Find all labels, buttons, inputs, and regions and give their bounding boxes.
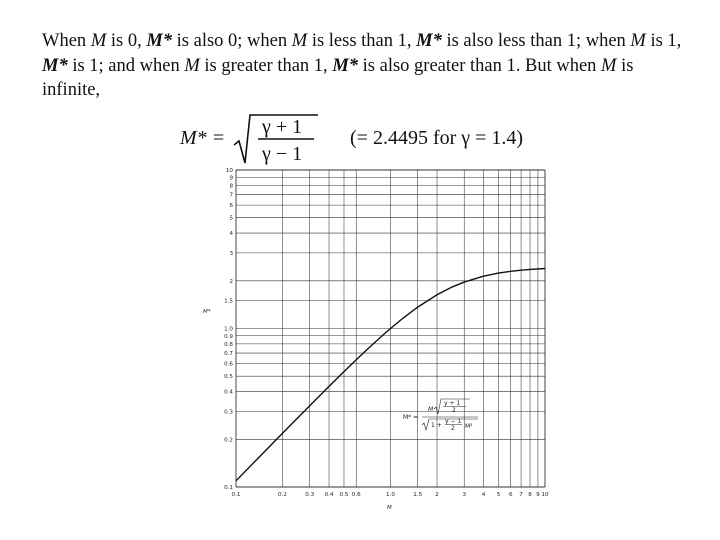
x-tick-label: 0.3 bbox=[305, 492, 315, 498]
x-tick-label: 0.4 bbox=[324, 492, 334, 498]
y-tick-label: 2 bbox=[229, 278, 233, 285]
inset-num-frac-bot: 2 bbox=[452, 407, 456, 414]
x-tick-label: 1.5 bbox=[413, 492, 423, 498]
inset-num-m: M bbox=[428, 406, 434, 413]
y-tick-label: 0.3 bbox=[224, 409, 233, 416]
x-tick-label: 0.6 bbox=[351, 492, 361, 498]
x-tick-label: 4 bbox=[481, 492, 486, 498]
x-tick-label: 3 bbox=[462, 492, 467, 498]
y-tick-label: 4 bbox=[229, 231, 233, 238]
formula-note: (= 2.4495 for γ = 1.4) bbox=[350, 127, 524, 149]
y-tick-label: 0.7 bbox=[224, 351, 233, 358]
y-tick-label: 5 bbox=[229, 215, 233, 222]
y-tick-label: 0.4 bbox=[224, 389, 233, 396]
y-tick-label: 0.6 bbox=[224, 361, 233, 368]
x-tick-label: 8 bbox=[528, 492, 532, 498]
inset-den-prefix: 1 + bbox=[431, 422, 442, 429]
x-tick-label: 0.1 bbox=[231, 492, 241, 498]
y-tick-label: 1.5 bbox=[224, 298, 233, 305]
intro-paragraph: When M is 0, M* is also 0; when M is less than 1, M* is also less than 1; when M is 1, M* is 1; and when M is greater than 1, M* is also greater than 1. But when M is infinite, bbox=[42, 31, 682, 100]
inset-formula bbox=[403, 399, 478, 432]
y-tick-label: 0.8 bbox=[224, 341, 233, 348]
x-tick-label: 7 bbox=[519, 492, 523, 498]
x-tick-label: 9 bbox=[536, 492, 540, 498]
x-tick-label: 5 bbox=[496, 492, 501, 498]
inset-num-frac-top: γ + 1 bbox=[444, 400, 461, 407]
y-tick-label: 0.2 bbox=[224, 437, 233, 444]
y-axis-label: M* bbox=[203, 309, 211, 315]
inset-den-frac-top: γ − 1 bbox=[445, 418, 462, 425]
y-tick-label: 6 bbox=[229, 203, 233, 210]
inset-lhs: M* = bbox=[403, 414, 419, 421]
y-tick-label: 1.0 bbox=[224, 326, 233, 333]
y-tick-label: 3 bbox=[229, 250, 233, 257]
y-tick-label: 8 bbox=[229, 183, 233, 190]
x-tick-label: 0.2 bbox=[278, 492, 287, 498]
x-tick-label: 6 bbox=[508, 492, 513, 498]
x-axis-label: M bbox=[387, 505, 392, 511]
inset-den-frac-bot: 2 bbox=[451, 425, 455, 432]
inset-den-suffix: M² bbox=[465, 423, 473, 430]
y-tick-label: 10 bbox=[225, 168, 233, 174]
x-tick-label: 0.5 bbox=[339, 492, 349, 498]
y-tick-label: 0.5 bbox=[224, 374, 233, 381]
x-tick-label: 2 bbox=[435, 492, 439, 498]
x-tick-label: 1.0 bbox=[386, 492, 395, 498]
formula-denominator: γ − 1 bbox=[262, 143, 303, 165]
y-tick-label: 0.9 bbox=[224, 333, 233, 340]
y-tick-label: 0.1 bbox=[224, 485, 233, 491]
formula-numerator: γ + 1 bbox=[262, 116, 303, 138]
y-tick-label: 9 bbox=[229, 175, 233, 182]
x-tick-label: 10 bbox=[541, 492, 549, 498]
formula-lhs: M* = bbox=[180, 127, 226, 149]
y-tick-label: 7 bbox=[229, 192, 233, 199]
